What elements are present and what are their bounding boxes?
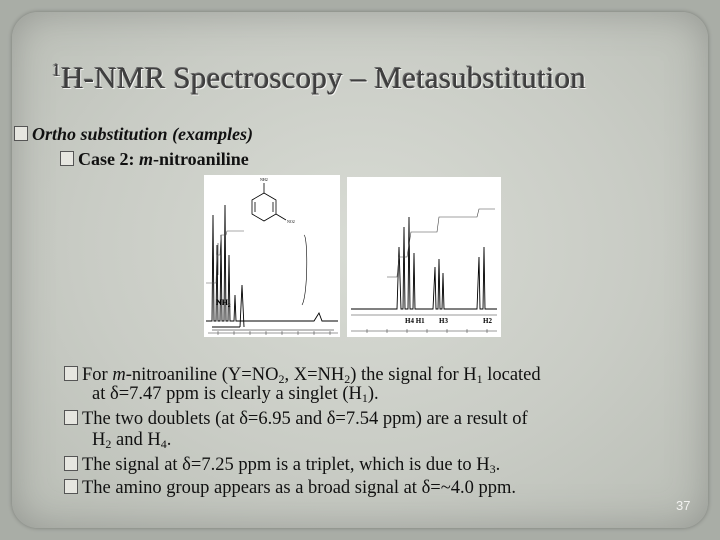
- slide-title: [52, 60, 692, 96]
- bullet-icon: [64, 410, 78, 425]
- bullet-m-nitroaniline: For m-nitroaniline ($Y=NO_2$, $X=NH_2$) the signal for $H_1$ located: [64, 366, 541, 385]
- peak-label-h3: H3: [439, 317, 448, 325]
- nmr-spectrum-full: [204, 175, 340, 337]
- nmr-spectrum-aromatic: [347, 177, 501, 337]
- case-suffix: -nitroaniline: [153, 149, 249, 169]
- bullet-icon: [14, 126, 28, 141]
- nh2-peak-label: $NH_2$: [216, 298, 231, 309]
- bullet-m-nitroaniline-continued: at δ=7.47 ppm is clearly a singlet $(H_1)$.: [92, 384, 379, 405]
- bullet-two-doublets-continued: $H_2$ and $H_4$.: [92, 430, 172, 451]
- bullet-case-2: [60, 149, 249, 170]
- nmr-spectrum-full-graphic: [204, 175, 340, 337]
- bullet-icon: [64, 479, 78, 494]
- title-superscript: 1: [52, 60, 62, 80]
- case-prefix: Case 2:: [78, 149, 139, 169]
- bullet-amino-group: The amino group appears as a broad signal at δ=~4.0 ppm.: [64, 479, 516, 498]
- bullet-ortho-substitution: [14, 124, 253, 145]
- bullet-icon: [64, 366, 78, 381]
- bullet-triplet: The signal at δ=7.25 ppm is a triplet, which is due to $H_3$.: [64, 456, 500, 475]
- case-italic: m: [139, 149, 154, 169]
- bullet-icon: [64, 456, 78, 471]
- bullet-text: Ortho substitution (examples): [32, 124, 254, 144]
- bullet-icon: [60, 151, 74, 166]
- nmr-spectrum-aromatic-graphic: [347, 177, 501, 337]
- peak-label-h4-h1: H4 H1: [405, 317, 425, 325]
- struct-nh2-label: NH2: [260, 177, 268, 182]
- title-text: H-NMR Spectroscopy – Metasubstitution: [61, 60, 587, 95]
- struct-no2-label: NO2: [287, 219, 295, 224]
- page-number: 37: [676, 498, 691, 513]
- bullet-two-doublets: The two doublets (at δ=6.95 and δ=7.54 ppm) are a result of: [64, 410, 528, 429]
- peak-label-h2: H2: [483, 317, 492, 325]
